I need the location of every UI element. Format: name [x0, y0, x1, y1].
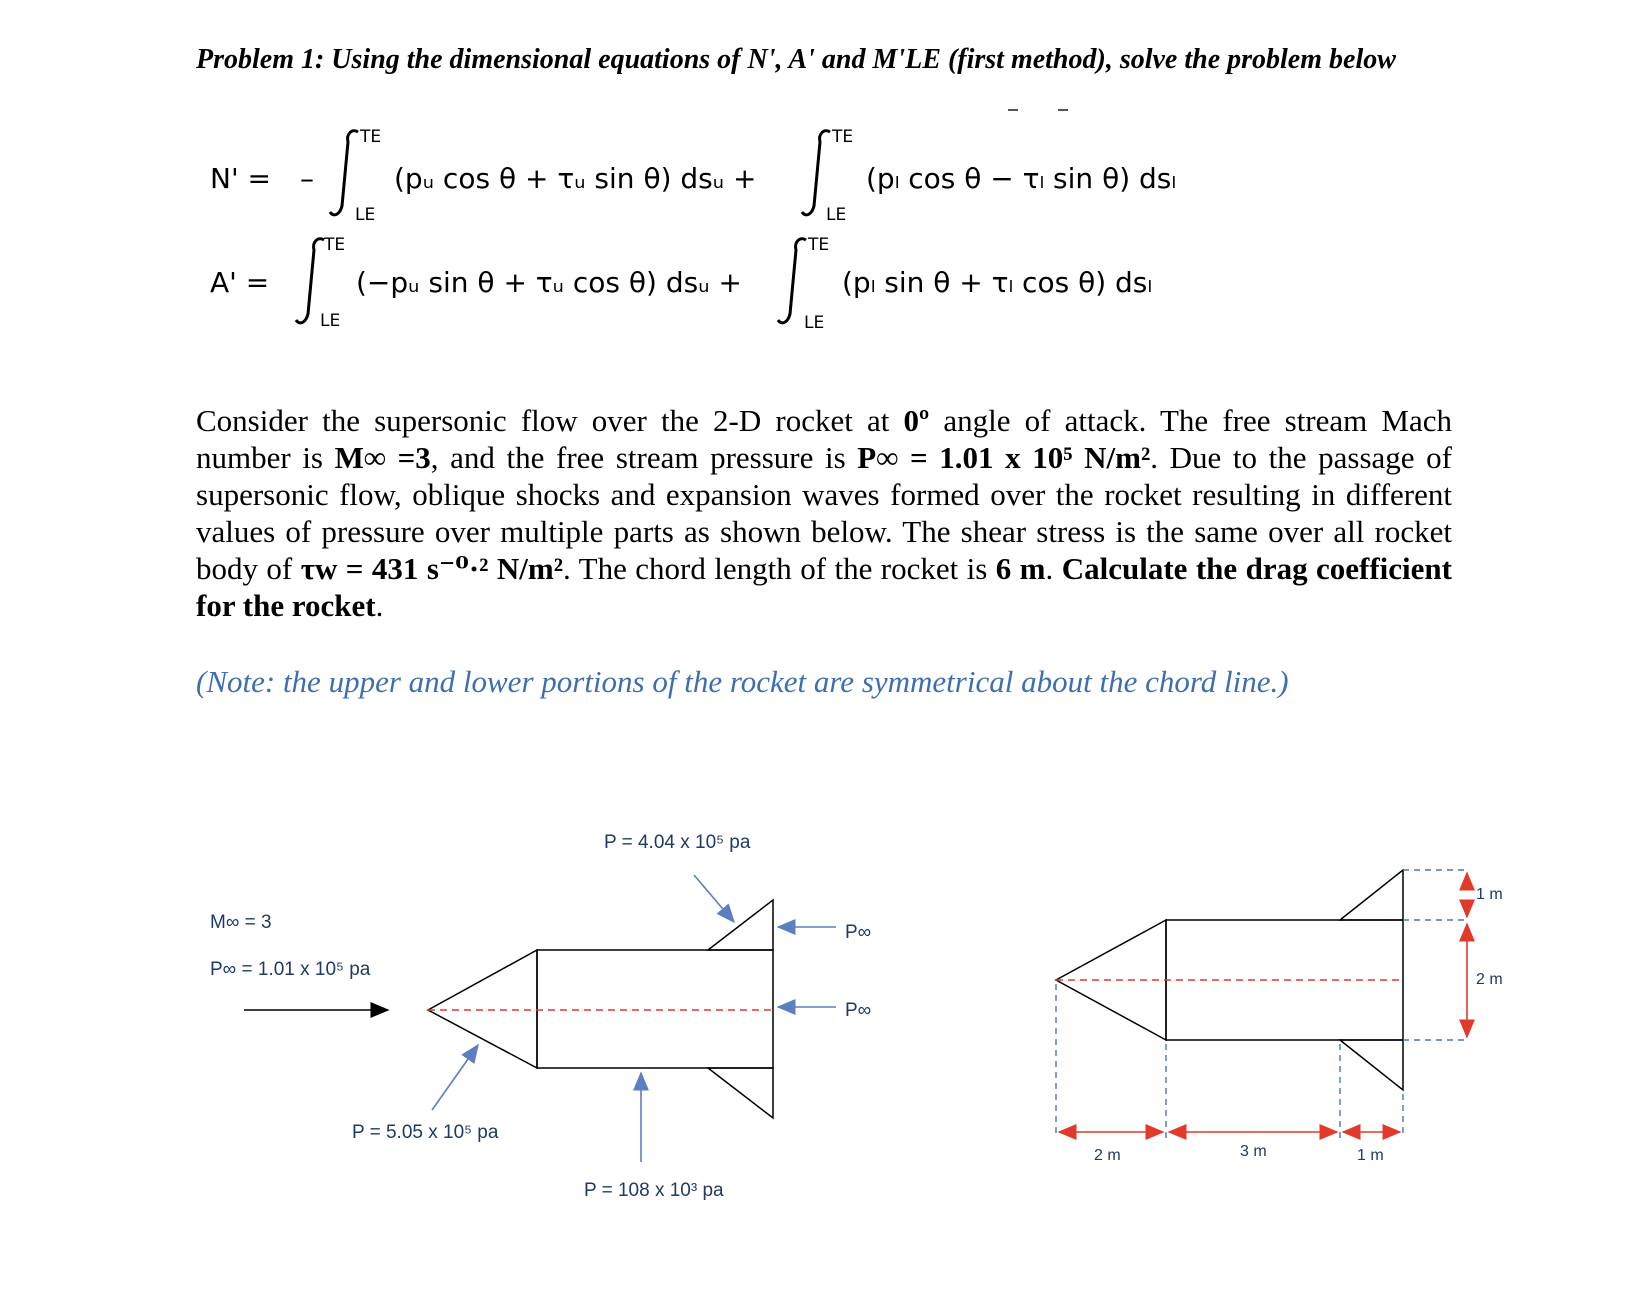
problem-title: Problem 1: Using the dimensional equations of N', A' and M'LE (first method), solve the problem below	[196, 44, 1396, 75]
lower-fin	[1340, 1040, 1403, 1090]
text-segment: .	[1045, 551, 1062, 586]
integral-lower-limit: LE	[826, 205, 847, 225]
text-segment: . The chord length of the rocket is	[563, 551, 996, 586]
symmetry-note: (Note: the upper and lower portions of the rocket are symmetrical about the chord line.)	[196, 664, 1289, 699]
integral-upper-limit: TE	[808, 235, 830, 255]
integral-upper-limit: TE	[324, 235, 346, 255]
text-segment: angle of attack. The free stream Mach number is	[196, 403, 1452, 475]
integral-sign	[330, 131, 358, 215]
fin-pressure-label: P = 4.04 x 10⁵ pa	[604, 832, 751, 853]
integral-lower-limit: LE	[355, 205, 376, 225]
freestream-pressure: P∞ = 1.01 x 10⁵ N/m²	[857, 440, 1151, 475]
chord-length: 6 m	[995, 551, 1046, 586]
integral-lower-limit: LE	[320, 311, 341, 331]
left-rocket-figure	[210, 832, 871, 1201]
nose-pressure-label: P = 5.05 x 10⁵ pa	[352, 1122, 499, 1143]
a-prime-term-lower: (pₗ sin θ + τₗ cos θ) dsₗ	[842, 266, 1153, 299]
nose-pressure-arrow	[432, 1045, 478, 1110]
upper-fin	[1340, 870, 1403, 920]
text-segment: , and the free stream pressure is	[430, 440, 858, 475]
fin-length-label: 1 m	[1357, 1147, 1384, 1164]
integral-sign	[778, 239, 806, 323]
integral-upper-limit: TE	[832, 127, 854, 147]
problem-statement	[196, 402, 1452, 624]
fin-height-label: 1 m	[1476, 886, 1503, 903]
mach-label: M∞ = 3	[210, 912, 272, 933]
n-prime-minus: –	[300, 162, 314, 195]
nose-cone	[428, 950, 537, 1068]
a-prime-term-upper: (−pᵤ sin θ + τᵤ cos θ) dsᵤ +	[356, 266, 742, 299]
nose-length-label: 2 m	[1094, 1147, 1121, 1164]
shear-stress: τw = 431 s⁻⁰·² N/m²	[300, 551, 564, 586]
text-segment: Consider the supersonic flow over the 2-D rocket at	[196, 403, 904, 438]
fin-pressure-arrow	[694, 875, 734, 922]
n-prime-term-lower: (pₗ cos θ − τₗ sin θ) dsₗ	[866, 162, 1177, 195]
n-prime-lhs: N' =	[210, 162, 272, 195]
task-statement: Calculate the drag coefficient for the rocket	[196, 551, 1452, 623]
base-pressure-bottom-label: P∞	[845, 1000, 872, 1021]
upper-fin	[708, 900, 773, 950]
integral-sign	[802, 131, 830, 215]
body-length-label: 3 m	[1240, 1143, 1267, 1160]
angle-of-attack: 0º	[903, 403, 930, 438]
lower-fin	[708, 1068, 773, 1118]
n-prime-term-upper: (pᵤ cos θ + τᵤ sin θ) dsᵤ +	[394, 162, 757, 195]
integral-upper-limit: TE	[360, 127, 382, 147]
base-pressure-top-label: P∞	[845, 922, 872, 943]
a-prime-lhs: A' =	[210, 266, 270, 299]
right-rocket-figure	[1056, 870, 1503, 1164]
text-segment: .	[375, 588, 384, 623]
mach-number: M∞ =3	[334, 440, 431, 475]
integral-lower-limit: LE	[804, 313, 825, 333]
freestream-pressure-label: P∞ = 1.01 x 10⁵ pa	[210, 959, 371, 980]
body-pressure-label: P = 108 x 10³ pa	[584, 1180, 724, 1201]
text-segment: . Due to the passage of supersonic flow, oblique shocks and expansion waves formed over the rocket resulting in different values of pressure over multiple parts as shown below. The shear stress is the same over all rocket body of	[196, 440, 1453, 586]
body-height-label: 2 m	[1476, 971, 1503, 988]
rocket-body	[537, 950, 773, 1068]
